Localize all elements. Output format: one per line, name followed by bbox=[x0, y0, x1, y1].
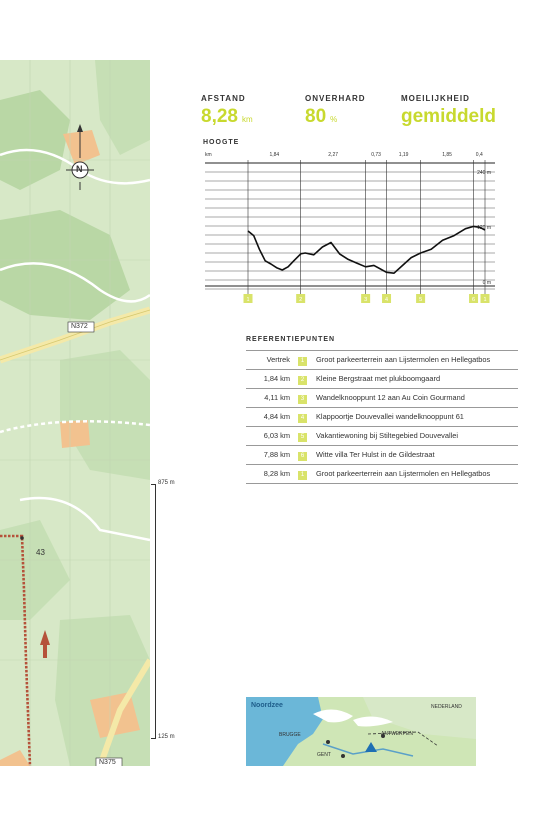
segment-km-label: 1,85 bbox=[442, 152, 452, 158]
ref-row bbox=[246, 389, 518, 408]
ref-marker-cell bbox=[298, 408, 316, 427]
scale-bar bbox=[151, 484, 156, 738]
onverhard-value bbox=[305, 106, 337, 128]
ref-marker-cell bbox=[298, 427, 316, 446]
profile-marker-label: 6 bbox=[472, 297, 476, 303]
inset-label-nederland: NEDERLAND bbox=[431, 704, 462, 710]
ref-marker: 4 bbox=[298, 414, 307, 423]
scale-label-875: 875 m bbox=[158, 480, 175, 486]
profile-marker-label: 1 bbox=[246, 297, 250, 303]
ref-marker: 1 bbox=[298, 357, 307, 366]
ref-marker-cell bbox=[298, 465, 316, 484]
segment-km-label: 2,27 bbox=[328, 152, 339, 158]
inset-label-antwerpen: ANTWERPEN bbox=[381, 731, 413, 737]
page-bottom bbox=[0, 766, 550, 825]
ref-description: Klappoortje Douvevallei wandelknooppunt 61 bbox=[316, 408, 518, 427]
ref-description: Wandelknooppunt 12 aan Au Coin Gourmand bbox=[316, 389, 518, 408]
segment-km-label: 1,19 bbox=[398, 152, 409, 158]
ref-km: 1,84 km bbox=[246, 370, 298, 389]
ref-marker-cell bbox=[298, 446, 316, 465]
ref-row bbox=[246, 427, 518, 446]
road-label-n375: N375 bbox=[99, 759, 116, 766]
ref-marker: 2 bbox=[298, 376, 307, 385]
profile-marker-label: 5 bbox=[419, 297, 423, 303]
inset-map bbox=[243, 694, 479, 766]
segment-km-label: 0,73 bbox=[371, 152, 381, 158]
moeilijkheid-label: MOEILIJKHEID bbox=[401, 94, 470, 103]
inset-label-gent: GENT bbox=[317, 752, 331, 758]
afstand-number: 8,28 bbox=[201, 106, 238, 127]
ref-row bbox=[246, 408, 518, 427]
ref-description: Vakantiewoning bij Stiltegebied Douvevallei bbox=[316, 427, 518, 446]
ref-description: Groot parkeerterrein aan Lijstermolen en Hellegatbos bbox=[316, 351, 518, 370]
ref-km: 4,84 km bbox=[246, 408, 298, 427]
road-label-n372: N372 bbox=[71, 323, 88, 330]
afstand-value bbox=[201, 106, 253, 128]
node-label-43: 43 bbox=[36, 548, 45, 557]
ref-description: Kleine Bergstraat met plukboomgaard bbox=[316, 370, 518, 389]
inset-label-brugge: BRUGGE bbox=[279, 732, 301, 738]
ref-km: 6,03 km bbox=[246, 427, 298, 446]
ref-description: Groot parkeerterrein aan Lijstermolen en Hellegatbos bbox=[316, 465, 518, 484]
y-tick-label: 120 m bbox=[477, 225, 491, 231]
x-unit-label: km bbox=[205, 152, 212, 158]
ref-marker: 3 bbox=[298, 395, 307, 404]
ref-description: Witte villa Ter Hulst in de Gildestraat bbox=[316, 446, 518, 465]
ref-km: 8,28 km bbox=[246, 465, 298, 484]
ref-marker: 5 bbox=[298, 433, 307, 442]
y-tick-label: 0 m bbox=[482, 280, 491, 286]
profile-marker-label: 4 bbox=[385, 297, 389, 303]
onverhard-number: 80 bbox=[305, 106, 327, 127]
onverhard-unit: % bbox=[330, 115, 338, 124]
segment-km-label: 1,84 bbox=[269, 152, 280, 158]
ref-row bbox=[246, 446, 518, 465]
scale-tick-top bbox=[151, 484, 156, 485]
ref-marker-cell bbox=[298, 389, 316, 408]
ref-marker-cell bbox=[298, 351, 316, 370]
compass-n-label: N bbox=[76, 164, 83, 174]
onverhard-label: ONVERHARD bbox=[305, 94, 366, 103]
afstand-label: AFSTAND bbox=[201, 94, 246, 103]
referentiepunten-table bbox=[246, 350, 518, 484]
route-map bbox=[0, 60, 150, 766]
profile-marker-label: 2 bbox=[299, 297, 303, 303]
ref-marker: 6 bbox=[298, 452, 307, 461]
elevation-profile-chart bbox=[200, 146, 500, 308]
ref-marker-cell bbox=[298, 370, 316, 389]
profile-marker-label: 1 bbox=[483, 297, 487, 303]
segment-km-label: 0,4 bbox=[475, 152, 483, 158]
moeilijkheid-value: gemiddeld bbox=[401, 106, 497, 127]
ref-km: 7,88 km bbox=[246, 446, 298, 465]
inset-label-noordzee: Noordzee bbox=[251, 702, 283, 709]
ref-row bbox=[246, 351, 518, 370]
profile-marker-label: 3 bbox=[364, 297, 368, 303]
profile-title: HOOGTE bbox=[203, 139, 240, 146]
ref-marker: 1 bbox=[298, 471, 307, 480]
referentiepunten-title: REFERENTIEPUNTEN bbox=[246, 336, 336, 343]
scale-label-125: 125 m bbox=[158, 734, 175, 740]
ref-row bbox=[246, 370, 518, 389]
ref-km: 4,11 km bbox=[246, 389, 298, 408]
elevation-line bbox=[248, 226, 485, 273]
scale-tick-bottom bbox=[151, 738, 156, 739]
y-tick-label: 240 m bbox=[477, 170, 491, 176]
afstand-unit: km bbox=[241, 115, 253, 124]
ref-row bbox=[246, 465, 518, 484]
ref-km: Vertrek bbox=[246, 351, 298, 370]
